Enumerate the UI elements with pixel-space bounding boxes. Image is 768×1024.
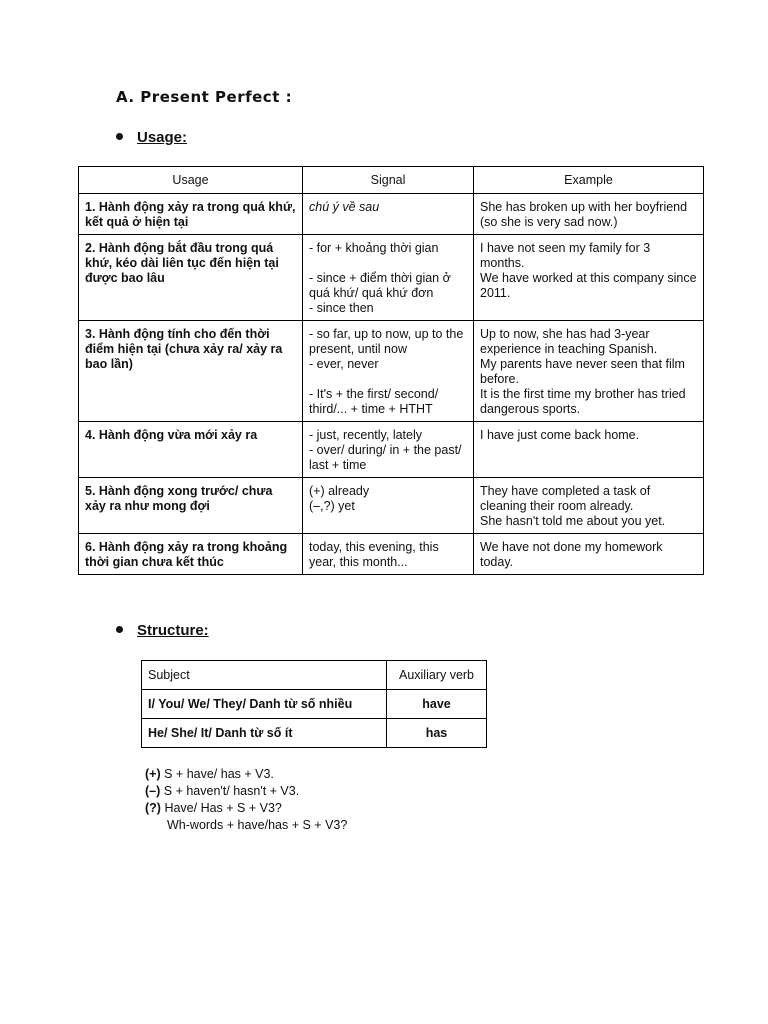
section-heading: A. Present Perfect : xyxy=(116,88,293,106)
formula-text: Wh-words + have/has + S + V3? xyxy=(167,818,348,832)
signal-line: (+) already xyxy=(309,484,370,498)
bullet-icon xyxy=(116,133,123,140)
signal-line: today, this evening, this year, this month... xyxy=(309,540,439,569)
formula-text: S + haven't/ hasn't + V3. xyxy=(163,784,300,798)
example-line: I have just come back home. xyxy=(480,428,640,442)
signal-line: - It's + the first/ second/ third/... + time + HTHT xyxy=(309,387,439,416)
example-line: Up to now, she has had 3-year experience in teaching Spanish. xyxy=(480,327,658,356)
signal-line xyxy=(309,372,467,387)
subject-cell: He/ She/ It/ Danh từ số ít xyxy=(142,719,387,748)
usage-cell: 5. Hành động xong trước/ chưa xảy ra như mong đợi xyxy=(79,478,303,534)
usage-table-row xyxy=(79,321,704,422)
signal-line: - just, recently, lately xyxy=(309,428,423,442)
formula-text: S + have/ has + V3. xyxy=(164,767,274,781)
header-subject: Subject xyxy=(142,661,387,690)
structure-table xyxy=(141,660,487,748)
example-line: It is the first time my brother has tried dangerous sports. xyxy=(480,387,686,416)
signal-cell xyxy=(303,235,474,321)
structure-row xyxy=(142,719,487,748)
example-cell xyxy=(474,321,704,422)
header-usage: Usage xyxy=(79,167,303,194)
structure-label: Structure: xyxy=(137,622,209,639)
signal-line: - since + điểm thời gian ở quá khứ/ quá khứ đơn xyxy=(309,271,451,300)
usage-table xyxy=(78,166,704,575)
usage-cell: 3. Hành động tính cho đến thời điểm hiện tại (chưa xảy ra/ xảy ra bao lần) xyxy=(79,321,303,422)
subject-cell: I/ You/ We/ They/ Danh từ số nhiều xyxy=(142,690,387,719)
aux-cell: have xyxy=(387,690,487,719)
usage-table-row xyxy=(79,194,704,235)
bullet-icon xyxy=(116,626,123,633)
formula-symbol: (+) xyxy=(145,767,161,781)
usage-table-row xyxy=(79,478,704,534)
header-auxiliary-verb: Auxiliary verb xyxy=(387,661,487,690)
signal-line: - ever, never xyxy=(309,357,379,371)
example-cell xyxy=(474,194,704,235)
example-cell xyxy=(474,235,704,321)
signal-cell xyxy=(303,422,474,478)
usage-table-row xyxy=(79,422,704,478)
formula-line xyxy=(145,783,347,800)
header-example: Example xyxy=(474,167,704,194)
usage-table-row xyxy=(79,534,704,575)
signal-line: - over/ during/ in + the past/ last + time xyxy=(309,443,462,472)
usage-label: Usage: xyxy=(137,129,188,146)
structure-table-header xyxy=(142,661,487,690)
example-line: She has broken up with her boyfriend (so she is very sad now.) xyxy=(480,200,688,229)
signal-line: - since then xyxy=(309,301,374,315)
aux-cell: has xyxy=(387,719,487,748)
usage-cell: 2. Hành động bắt đầu trong quá khứ, kéo dài liên tục đến hiện tại được bao lâu xyxy=(79,235,303,321)
formula-line xyxy=(145,817,347,834)
usage-table-row xyxy=(79,235,704,321)
header-signal: Signal xyxy=(303,167,474,194)
formula-symbol: (?) xyxy=(145,801,161,815)
formula-line xyxy=(145,766,347,783)
signal-cell xyxy=(303,194,474,235)
usage-table-header xyxy=(79,167,704,194)
formula-list xyxy=(145,766,347,834)
signal-line: - for + khoảng thời gian xyxy=(309,241,439,255)
usage-cell: 6. Hành động xảy ra trong khoảng thời gian chưa kết thúc xyxy=(79,534,303,575)
signal-line: - so far, up to now, up to the present, until now xyxy=(309,327,464,356)
example-cell xyxy=(474,422,704,478)
structure-bullet xyxy=(116,622,209,639)
usage-cell: 1. Hành động xảy ra trong quá khứ, kết quả ở hiện tại xyxy=(79,194,303,235)
signal-line: (–,?) yet xyxy=(309,499,355,513)
formula-line xyxy=(145,800,347,817)
formula-text: Have/ Has + S + V3? xyxy=(164,801,282,815)
example-line: I have not seen my family for 3 months. xyxy=(480,241,651,270)
usage-cell: 4. Hành động vừa mới xảy ra xyxy=(79,422,303,478)
example-line: She hasn't told me about you yet. xyxy=(480,514,666,528)
example-line: They have completed a task of cleaning their room already. xyxy=(480,484,651,513)
signal-line: chú ý về sau xyxy=(309,200,380,214)
signal-cell xyxy=(303,478,474,534)
usage-bullet xyxy=(116,129,187,146)
example-cell xyxy=(474,534,704,575)
signal-cell xyxy=(303,321,474,422)
formula-symbol: (–) xyxy=(145,784,161,798)
signal-cell xyxy=(303,534,474,575)
signal-line xyxy=(309,256,467,271)
example-line: We have worked at this company since 2011. xyxy=(480,271,697,300)
example-line: My parents have never seen that film before. xyxy=(480,357,685,386)
example-cell xyxy=(474,478,704,534)
structure-row xyxy=(142,690,487,719)
example-line: We have not done my homework today. xyxy=(480,540,663,569)
